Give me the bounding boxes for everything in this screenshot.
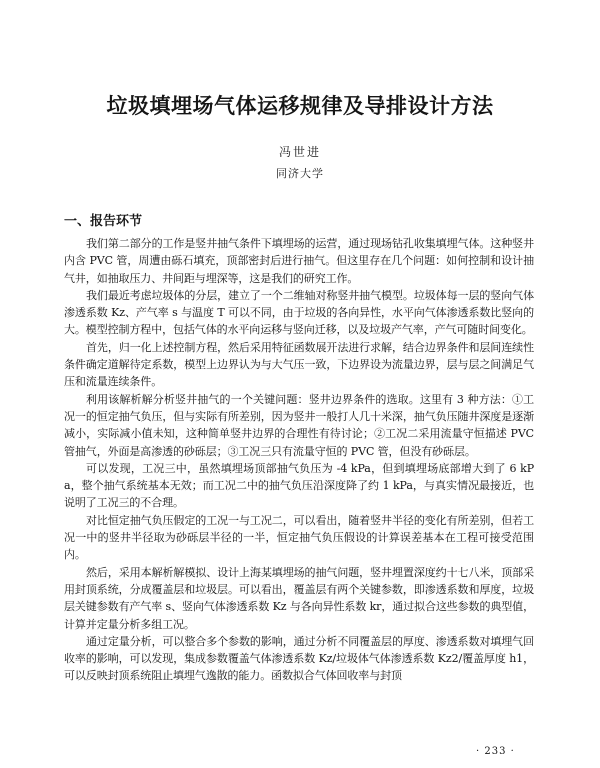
article-title: 垃圾填埋场气体运移规律及导排设计方法 [106,94,494,118]
author-affiliation: 同济大学 [276,167,324,180]
paragraph: 可以发现，工况三中，虽然填埋场顶部抽气负压为 -4 kPa，但到填埋场底部增大到了 6 kPa，整个抽气系统基本无效；而工况二中的抽气负压沿深度降了约 1 kPa，与真实情况最接近，也说明了工况三的不合理。 [64,461,534,510]
paragraph: 我们最近考虑垃圾体的分层，建立了一个二维轴对称竖井抽气模型。垃圾体每一层的竖向气体渗透系数 Kz、产气率 s 与温度 T 可以不同，由于垃圾的各向异性，水平向气体渗透系数比竖向的大。模型控制方程中，包括气体的水平向运移与竖向迁移，以及垃圾产气率，产气可随时间变化。 [64,288,534,337]
article-body [64,235,534,685]
paragraph: 我们第二部分的工作是竖井抽气条件下填埋场的运营，通过现场钻孔收集填埋气体。这种竖井内含 PVC 管，周遭由砾石填充，顶部密封后进行抽气。但这里存在几个问题：如何控制和设计抽气井，如抽取压力、井间距与埋深等，这是我们的研究工作。 [64,237,534,285]
paragraph: 对比恒定抽气负压假定的工况一与工况二，可以看出，随着竖井半径的变化有所差别，但若工况一中的竖井半径取为砂砾层半径的一半，恒定抽气负压假设的计算误差基本在工程可接受范围内。 [64,513,534,562]
paragraph: 利用该解析解分析竖井抽气的一个关键问题：竖井边界条件的选取。这里有 3 种方法：①工况一的恒定抽气负压，但与实际有所差别，因为竖井一般打人几十米深，抽气负压随井深度是逐渐减小，实际减小值未知，这种简单竖井边界的合理性有待讨论；②工况二采用流量守恒描述 PVC 管抽气，外面是高渗透的砂砾层；③工况三只有流量守恒的 PVC 管，但没有砂砾层。 [64,392,534,458]
author-name: 冯世进 [278,145,321,159]
page-number: · 233 · [476,746,515,757]
paragraph: 然后，采用本解析解模拟、设计上海某填埋场的抽气问题，竖井埋置深度约十七八米，顶部采用封顶系统，分成覆盖层和垃圾层。可以看出，覆盖层有两个关键参数，即渗透系数和厚度，垃圾层关键参数有产气率 s、竖向气体渗透系数 Kz 与各向异性系数 kr，通过拟合这些参数的典型值，计算并定量分析多组工况。 [64,565,534,631]
paragraph: 通过定量分析，可以整合多个参数的影响，通过分析不同覆盖层的厚度、渗透系数对填埋气回收率的影响，可以发现，集成参数覆盖气体渗透系数 Kz/垃圾体气体渗透系数 Kz2/覆盖厚度 h1，可以反映封顶系统阻止填埋气逸散的能力。函数拟合气体回收率与封顶 [64,634,534,683]
section-heading: 一、报告环节 [64,214,143,229]
paragraph: 首先，归一化上述控制方程，然后采用特征函数展开法进行求解，结合边界条件和层间连续性条件确定道解待定系数，模型上边界认为与大气压一致，下边界设为流量边界，层与层之间满足气压和流量连续条件。 [64,340,534,389]
